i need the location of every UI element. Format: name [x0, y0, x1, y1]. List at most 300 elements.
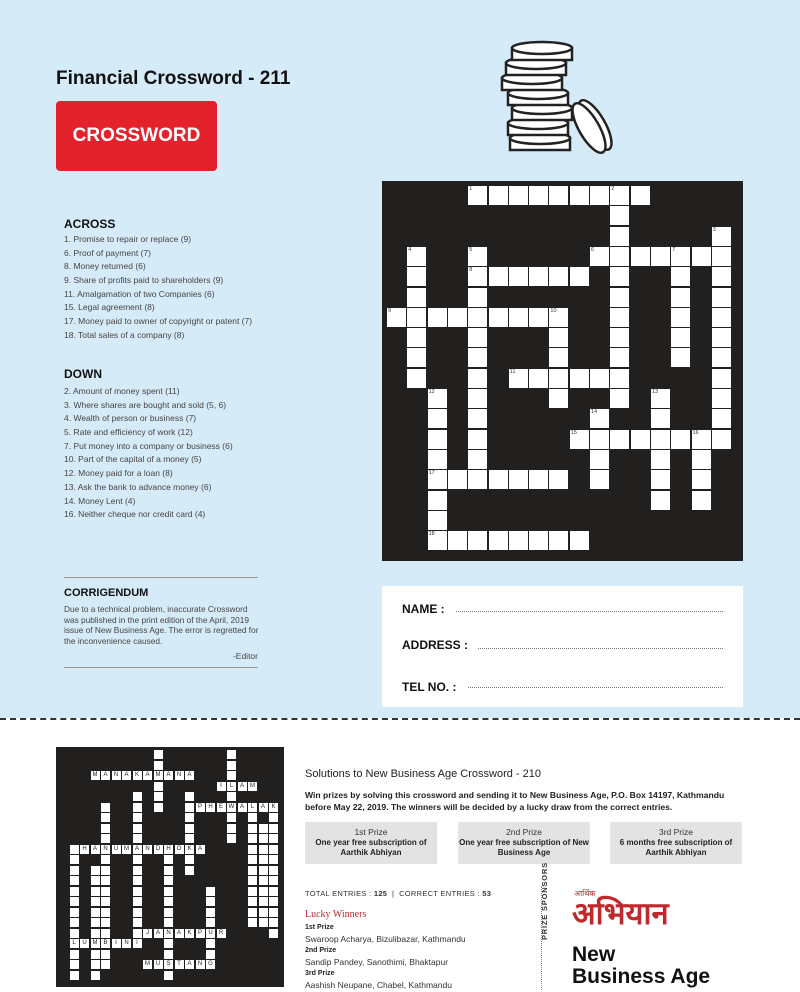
- grid-cell[interactable]: [489, 186, 508, 205]
- solution-cell: M: [124, 845, 129, 852]
- winner-place: 1st Prize: [305, 924, 334, 931]
- grid-cell[interactable]: [712, 328, 731, 347]
- solution-cell: A: [185, 960, 194, 969]
- solution-cell: [164, 918, 173, 927]
- total-entries-label: TOTAL ENTRIES :: [305, 889, 372, 898]
- solution-cell: [133, 855, 142, 864]
- new-business-age-logo-text: New Business Age: [572, 943, 711, 988]
- solution-cell: [154, 761, 163, 770]
- clue-across-9: 9. Share of profits paid to shareholders (9): [64, 275, 224, 286]
- solution-cell: [70, 897, 79, 906]
- solution-cell: [91, 897, 100, 906]
- solution-cell: K: [269, 803, 278, 812]
- address-label: ADDRESS :: [402, 638, 469, 652]
- solution-cell: [206, 939, 215, 948]
- grid-cell[interactable]: [529, 369, 548, 388]
- grid-cell[interactable]: [489, 531, 508, 550]
- new-business-age-logo: [572, 944, 712, 988]
- solution-cell: [269, 813, 278, 822]
- grid-cell[interactable]: [590, 430, 609, 449]
- grid-cell[interactable]: [549, 348, 568, 367]
- clue-across-11: 11. Amalgamation of two Companies (6): [64, 288, 215, 299]
- solution-cell: A: [122, 771, 131, 780]
- solution-cell: [101, 897, 110, 906]
- solution-cell: D: [154, 845, 163, 854]
- clue-number: 12: [428, 389, 435, 395]
- solution-cell: I: [133, 939, 142, 948]
- grid-cell[interactable]: [468, 531, 487, 550]
- solution-cell: O: [175, 845, 184, 854]
- solution-cell: [164, 866, 173, 875]
- solution-cell: [70, 950, 79, 959]
- grid-cell[interactable]: [712, 389, 731, 408]
- grid-cell[interactable]: [468, 470, 487, 489]
- grid-cell[interactable]: [651, 470, 670, 489]
- solution-cell: U: [112, 845, 121, 854]
- solution-cell: [133, 803, 142, 812]
- solution-cell: [133, 866, 142, 875]
- aarthik-logo-small: आर्थिक: [574, 889, 596, 898]
- solution-cell: [70, 866, 79, 875]
- solution-cell: [185, 813, 194, 822]
- grid-cell[interactable]: [529, 308, 548, 327]
- grid-cell[interactable]: [651, 247, 670, 266]
- grid-cell[interactable]: [448, 470, 467, 489]
- grid-cell[interactable]: [529, 470, 548, 489]
- clue-down-13: 13. Ask the bank to advance money (6): [64, 481, 212, 492]
- solution-cell: [154, 750, 163, 759]
- solution-cell: U: [206, 929, 215, 938]
- solution-cell: [259, 855, 268, 864]
- grid-cell[interactable]: [549, 531, 568, 550]
- grid-cell[interactable]: [428, 511, 447, 530]
- solution-cell: [206, 918, 215, 927]
- solution-cell: [91, 876, 100, 885]
- solution-cell: P: [196, 803, 205, 812]
- solution-cell: [91, 960, 100, 969]
- solution-cell: [164, 939, 173, 948]
- grid-cell[interactable]: [712, 348, 731, 367]
- solution-cell: [133, 824, 142, 833]
- clue-down-12: 12. Money paid for a loan (8): [64, 468, 173, 479]
- solution-cell: [248, 824, 257, 833]
- grid-cell[interactable]: [428, 430, 447, 449]
- grid-cell[interactable]: [610, 430, 629, 449]
- grid-cell[interactable]: [448, 308, 467, 327]
- entry-stats: TOTAL ENTRIES : 125 | CORRECT ENTRIES : 53: [305, 889, 492, 898]
- grid-cell[interactable]: [407, 267, 426, 286]
- prize-desc: One year free subscription of Aarthik Abhiyan: [315, 838, 427, 857]
- grid-cell[interactable]: [407, 369, 426, 388]
- clue-down-7: 7. Put money into a company or business (6): [64, 440, 233, 451]
- grid-cell[interactable]: [468, 409, 487, 428]
- grid-cell[interactable]: [549, 389, 568, 408]
- grid-cell[interactable]: [570, 186, 589, 205]
- grid-cell[interactable]: [712, 430, 731, 449]
- grid-cell[interactable]: [468, 450, 487, 469]
- solution-cell: [269, 918, 278, 927]
- grid-cell[interactable]: [692, 470, 711, 489]
- cut-line: [0, 718, 800, 720]
- grid-cell[interactable]: [489, 308, 508, 327]
- solution-cell: [91, 918, 100, 927]
- solution-cell: M: [145, 961, 150, 967]
- solution-cell: M: [250, 782, 255, 789]
- grid-cell[interactable]: [610, 247, 629, 266]
- solution-cell: [70, 929, 79, 938]
- solution-cell: [91, 908, 100, 917]
- solution-cell: [185, 866, 194, 875]
- solution-cell: [259, 866, 268, 875]
- solution-cell: [101, 929, 110, 938]
- solution-cell: [133, 887, 142, 896]
- grid-cell[interactable]: [712, 409, 731, 428]
- correct-entries-value: 53: [482, 889, 492, 898]
- grid-cell[interactable]: [610, 206, 629, 225]
- solution-cell: [185, 792, 194, 801]
- divider: [64, 577, 258, 578]
- grid-cell[interactable]: [651, 450, 670, 469]
- across-clue-list: [64, 233, 252, 343]
- grid-cell[interactable]: [549, 470, 568, 489]
- down-clue-list: [64, 385, 233, 522]
- solution-cell: [101, 876, 110, 885]
- solution-cell: [185, 834, 194, 843]
- grid-cell[interactable]: [407, 308, 426, 327]
- winner-place: 3rd Prize: [305, 970, 335, 977]
- solution-cell: [206, 908, 215, 917]
- grid-cell[interactable]: [468, 348, 487, 367]
- grid-cell[interactable]: [549, 267, 568, 286]
- clue-number: 17: [428, 470, 435, 477]
- grid-cell[interactable]: [468, 389, 487, 408]
- grid-cell[interactable]: [671, 267, 690, 286]
- grid-cell[interactable]: [671, 288, 690, 307]
- solution-cell: [133, 834, 142, 843]
- grid-cell[interactable]: [549, 328, 568, 347]
- clue-down-3: 3. Where shares are bought and sold (5, 6): [64, 399, 227, 410]
- solution-description: Win prizes by solving this crossword and sending it to New Business Age, P.O. Box 14197, Kathmandu before May 22, 2019. The winners will be decided by a lucky draw from the correct entries.: [305, 790, 725, 812]
- solution-cell: K: [185, 929, 194, 938]
- solution-cell: [227, 761, 236, 770]
- grid-cell[interactable]: [692, 491, 711, 510]
- solution-cell: [259, 887, 268, 896]
- solution-cell: [101, 813, 110, 822]
- grid-cell[interactable]: [671, 308, 690, 327]
- solution-cell: [164, 950, 173, 959]
- solution-cell: [70, 887, 79, 896]
- solution-cell: [164, 908, 173, 917]
- solution-cell: [101, 803, 110, 812]
- solution-cell: [259, 834, 268, 843]
- solution-cell: [269, 866, 278, 875]
- solution-cell: [259, 845, 268, 854]
- grid-cell[interactable]: [651, 430, 670, 449]
- grid-cell[interactable]: [570, 369, 589, 388]
- grid-cell[interactable]: [489, 267, 508, 286]
- grid-cell[interactable]: [712, 308, 731, 327]
- solution-cell: [227, 813, 236, 822]
- solution-cell: [70, 908, 79, 917]
- solution-cell: G: [206, 960, 215, 969]
- solution-cell: [133, 813, 142, 822]
- solution-cell: [227, 834, 236, 843]
- solution-cell: M: [155, 772, 161, 778]
- grid-cell[interactable]: [407, 288, 426, 307]
- grid-cell[interactable]: [610, 227, 629, 246]
- tel-field[interactable]: [468, 687, 723, 688]
- grid-cell[interactable]: [570, 267, 589, 286]
- solution-cell: M: [92, 940, 98, 946]
- grid-cell[interactable]: [428, 450, 447, 469]
- solution-cell: [185, 824, 194, 833]
- clue-number: 5: [469, 246, 473, 253]
- clue-down-10: 10. Part of the capital of a money (5): [64, 454, 202, 465]
- prize-title: 3rd Prize: [658, 827, 693, 837]
- grid-cell[interactable]: [468, 288, 487, 307]
- solution-cell: [269, 897, 278, 906]
- solution-cell: [259, 824, 268, 833]
- grid-cell[interactable]: [509, 531, 528, 550]
- clue-number: 11: [509, 368, 516, 375]
- solution-cell: [227, 824, 236, 833]
- solution-cell: [154, 782, 163, 791]
- solution-cell: R: [217, 929, 226, 938]
- clue-down-16: 16. Neither cheque nor credit card (4): [64, 509, 206, 520]
- solution-cell: [133, 792, 142, 801]
- grid-cell[interactable]: [489, 470, 508, 489]
- clue-across-18: 18. Total sales of a company (8): [64, 329, 185, 340]
- solution-cell: A: [101, 771, 110, 780]
- prize-card-3: [610, 822, 742, 864]
- solution-cell: [269, 834, 278, 843]
- solution-grid: [56, 747, 284, 987]
- solution-cell: [164, 876, 173, 885]
- solution-cell: B: [101, 939, 110, 948]
- solution-cell: [185, 855, 194, 864]
- clue-number: 10: [550, 307, 557, 314]
- solution-cell: [206, 950, 215, 959]
- solution-cell: [101, 950, 110, 959]
- grid-cell[interactable]: [590, 450, 609, 469]
- clue-number: 15: [570, 429, 577, 436]
- grid-cell[interactable]: [631, 186, 650, 205]
- aarthik-abhiyan-logo: अभियान: [572, 896, 669, 932]
- solution-cell: A: [91, 845, 100, 854]
- name-field[interactable]: [456, 611, 723, 612]
- solution-cell: [259, 876, 268, 885]
- solution-cell: A: [185, 771, 194, 780]
- grid-cell[interactable]: [529, 186, 548, 205]
- solution-cell: N: [112, 771, 121, 780]
- grid-cell[interactable]: [631, 247, 650, 266]
- grid-cell[interactable]: [610, 369, 629, 388]
- solution-cell: N: [196, 960, 205, 969]
- solution-title: Solutions to New Business Age Crossword - 210: [305, 768, 542, 780]
- address-field[interactable]: [478, 648, 723, 649]
- solution-cell: [227, 771, 236, 780]
- tel-label: TEL NO. :: [402, 680, 457, 694]
- winner-name: Aashish Neupane, Chabel, Kathmandu: [305, 980, 452, 990]
- grid-cell[interactable]: [509, 308, 528, 327]
- grid-cell[interactable]: [692, 450, 711, 469]
- grid-cell[interactable]: [590, 186, 609, 205]
- solution-cell: K: [185, 845, 194, 854]
- solution-cell: A: [154, 929, 163, 938]
- solution-cell: [248, 834, 257, 843]
- solution-cell: H: [80, 845, 89, 854]
- crossword-grid: [382, 181, 743, 561]
- solution-cell: [70, 876, 79, 885]
- solution-cell: [248, 918, 257, 927]
- solution-cell: H: [206, 803, 215, 812]
- grid-cell[interactable]: [651, 491, 670, 510]
- solution-cell: [154, 792, 163, 801]
- grid-cell[interactable]: [509, 470, 528, 489]
- solution-cell: [70, 960, 79, 969]
- grid-cell[interactable]: [529, 531, 548, 550]
- grid-cell[interactable]: [590, 470, 609, 489]
- solution-cell: [101, 834, 110, 843]
- solution-cell: [259, 908, 268, 917]
- grid-cell[interactable]: [468, 328, 487, 347]
- grid-cell[interactable]: [407, 328, 426, 347]
- grid-cell[interactable]: [671, 348, 690, 367]
- solution-cell: [70, 855, 79, 864]
- solution-cell: [133, 908, 142, 917]
- solution-cell: [91, 971, 100, 980]
- grid-cell[interactable]: [448, 531, 467, 550]
- grid-cell[interactable]: [468, 369, 487, 388]
- grid-cell[interactable]: [610, 288, 629, 307]
- solution-cell: [248, 897, 257, 906]
- winner-place: 2nd Prize: [305, 947, 337, 954]
- solution-cell: [91, 887, 100, 896]
- solution-cell: [259, 897, 268, 906]
- solution-cell: [91, 866, 100, 875]
- solution-cell: A: [133, 845, 142, 854]
- grid-cell[interactable]: [692, 247, 711, 266]
- solution-cell: S: [164, 960, 173, 969]
- solution-cell: [133, 918, 142, 927]
- grid-cell[interactable]: [610, 389, 629, 408]
- clue-number: 9: [388, 307, 392, 314]
- clue-number: 18: [428, 531, 435, 538]
- prize-card-1: [305, 822, 437, 864]
- grid-cell[interactable]: [509, 267, 528, 286]
- clue-across-1: 1. Promise to repair or replace (9): [64, 234, 192, 244]
- entry-form: [382, 586, 743, 707]
- solution-cell: U: [154, 960, 163, 969]
- prize-title: 1st Prize: [354, 827, 388, 837]
- total-entries-value: 125: [373, 889, 388, 898]
- grid-cell[interactable]: [590, 369, 609, 388]
- lucky-winners-title: Lucky Winners: [305, 909, 367, 920]
- solution-cell: [248, 908, 257, 917]
- solution-cell: N: [101, 845, 110, 854]
- clue-number: 16: [692, 429, 699, 436]
- clue-across-15: 15. Legal agreement (8): [64, 302, 155, 313]
- grid-cell[interactable]: [549, 186, 568, 205]
- solution-cell: [227, 792, 236, 801]
- grid-cell[interactable]: [570, 531, 589, 550]
- solution-cell: L: [70, 939, 79, 948]
- name-label: NAME :: [402, 602, 445, 616]
- prize-card-2: [458, 822, 590, 864]
- grid-cell[interactable]: [610, 308, 629, 327]
- solution-cell: [248, 887, 257, 896]
- solution-cell: [259, 918, 268, 927]
- grid-cell[interactable]: [671, 430, 690, 449]
- solution-cell: [248, 855, 257, 864]
- grid-cell[interactable]: [509, 186, 528, 205]
- grid-cell[interactable]: [468, 308, 487, 327]
- solution-cell: [269, 887, 278, 896]
- grid-cell[interactable]: [428, 491, 447, 510]
- clue-number: 13: [651, 389, 659, 395]
- grid-cell[interactable]: [651, 409, 670, 428]
- solution-cell: [269, 855, 278, 864]
- solution-cell: [154, 803, 163, 812]
- grid-cell[interactable]: [610, 348, 629, 367]
- solution-cell: A: [164, 771, 173, 780]
- clue-number: 7: [672, 246, 676, 253]
- grid-cell[interactable]: [712, 369, 731, 388]
- correct-entries-label: CORRECT ENTRIES :: [399, 889, 480, 898]
- solution-cell: [101, 866, 110, 875]
- solution-cell: N: [143, 845, 152, 854]
- grid-cell[interactable]: [712, 267, 731, 286]
- solution-cell: A: [238, 803, 247, 812]
- grid-cell[interactable]: [428, 409, 447, 428]
- solution-cell: [101, 918, 110, 927]
- grid-cell[interactable]: [671, 328, 690, 347]
- solution-cell: [133, 897, 142, 906]
- solution-cell: U: [80, 939, 89, 948]
- solution-cell: [70, 845, 79, 854]
- solution-cell: [248, 813, 257, 822]
- grid-cell[interactable]: [610, 328, 629, 347]
- grid-cell[interactable]: [712, 288, 731, 307]
- grid-cell[interactable]: [631, 430, 650, 449]
- clue-across-6: 6. Proof of payment (7): [64, 247, 151, 258]
- solution-cell: [133, 876, 142, 885]
- grid-cell[interactable]: [549, 369, 568, 388]
- solution-cell: L: [248, 803, 257, 812]
- solution-cell: W: [228, 803, 235, 810]
- solution-cell: [101, 960, 110, 969]
- solution-cell: I: [217, 782, 226, 791]
- prize-desc: 6 months free subscription of Aarthik Abhiyan: [619, 838, 733, 857]
- solution-cell: J: [143, 929, 152, 938]
- solution-cell: T: [175, 960, 184, 969]
- clue-number: 2: [611, 186, 615, 192]
- solution-cell: [70, 918, 79, 927]
- solution-cell: [206, 887, 215, 896]
- page-title: Financial Crossword - 211: [56, 68, 291, 89]
- grid-cell[interactable]: [407, 348, 426, 367]
- prize-sponsors-label: PRIZE SPONSORS: [540, 862, 549, 940]
- grid-cell[interactable]: [712, 247, 731, 266]
- grid-cell[interactable]: [610, 267, 629, 286]
- solution-cell: [164, 855, 173, 864]
- solution-cell: [269, 824, 278, 833]
- solution-cell: [248, 876, 257, 885]
- grid-cell[interactable]: [468, 430, 487, 449]
- grid-cell[interactable]: [428, 308, 447, 327]
- solution-cell: [164, 971, 173, 980]
- grid-cell[interactable]: [529, 267, 548, 286]
